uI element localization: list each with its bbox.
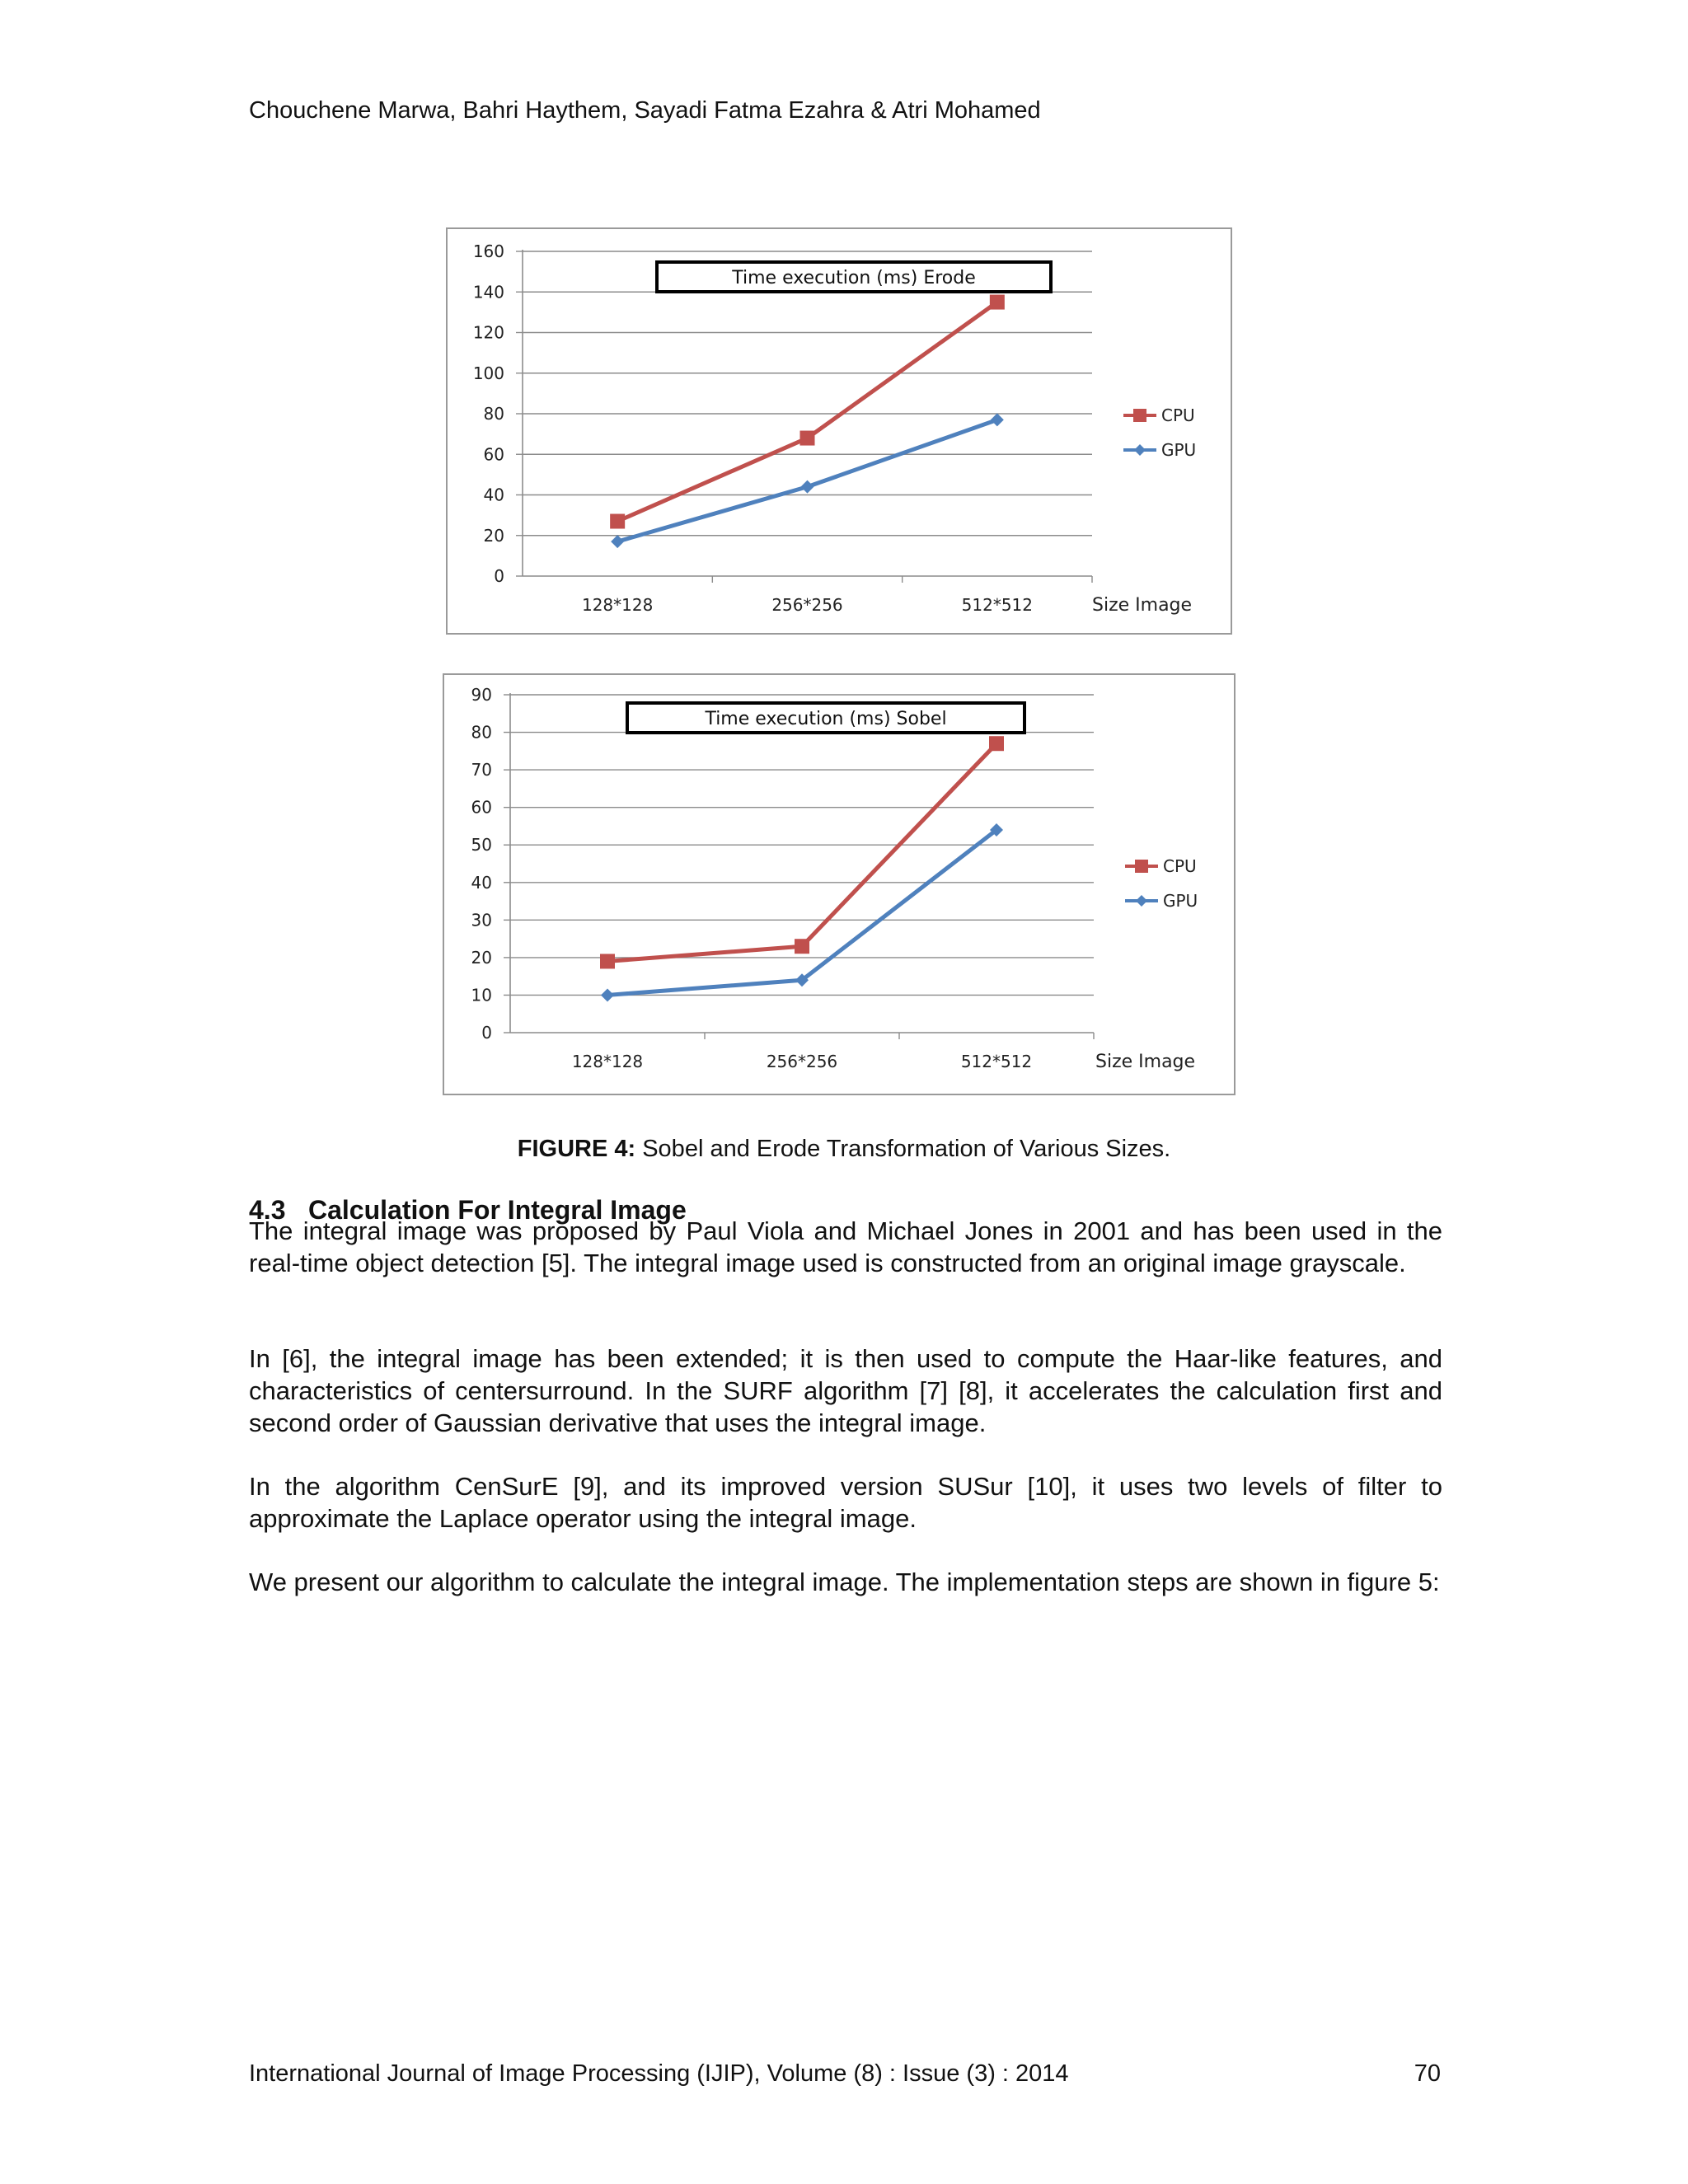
erode-gpu-point xyxy=(991,413,1004,426)
sobel-chart-svg xyxy=(444,675,1234,1094)
section-title: Calculation For Integral Image xyxy=(308,1195,687,1225)
paragraph-1: The integral image was proposed by Paul Viola and Michael Jones in 2001 and has been used in the real-time object detection [5]. The integral image used is constructed from an original image grayscale. xyxy=(249,1216,1442,1277)
footer-journal: International Journal of Image Processing (IJIP), Volume (8) : Issue (3) : 2014 xyxy=(249,2060,1069,2087)
sobel-y-tick-label: 50 xyxy=(471,835,492,855)
erode-legend-gpu-marker xyxy=(1134,444,1146,456)
figure-4-sobel-chart xyxy=(443,673,1236,1095)
erode-chart-svg xyxy=(448,229,1231,633)
sobel-x-tick-label: 512*512 xyxy=(960,1052,1033,1071)
sobel-legend-cpu-marker xyxy=(1135,860,1148,873)
sobel-cpu-point xyxy=(795,939,809,954)
sobel-cpu-point xyxy=(600,954,615,968)
sobel-y-tick-label: 30 xyxy=(471,910,492,930)
erode-y-tick-label: 60 xyxy=(483,444,504,465)
erode-y-tick-label: 80 xyxy=(483,404,504,424)
figure-caption-text: Sobel and Erode Transformation of Various Sizes. xyxy=(635,1136,1171,1162)
section-number: 4.3 xyxy=(249,1195,286,1225)
sobel-y-tick-label: 90 xyxy=(471,685,492,705)
erode-gpu-point xyxy=(801,480,814,494)
sobel-y-tick-label: 40 xyxy=(471,872,492,893)
erode-y-tick-label: 0 xyxy=(494,566,504,586)
erode-x-axis-label: Size Image xyxy=(1092,595,1193,616)
sobel-y-tick-label: 0 xyxy=(481,1023,492,1043)
erode-gpu-point xyxy=(611,535,624,548)
sobel-cpu-point xyxy=(989,736,1004,751)
sobel-x-axis-label: Size Image xyxy=(1095,1052,1196,1072)
sobel-gpu-point xyxy=(601,988,614,1001)
sobel-y-tick-label: 80 xyxy=(471,722,492,743)
erode-y-tick-label: 140 xyxy=(472,282,504,302)
erode-y-tick-label: 120 xyxy=(472,322,504,343)
figure-4-erode-chart xyxy=(446,227,1232,635)
erode-title: Time execution (ms) Erode xyxy=(732,268,976,288)
paragraph-4: We present our algorithm to calculate the integral image. The implementation steps are shown in figure 5: xyxy=(249,1568,1440,1596)
erode-legend-gpu-label: GPU xyxy=(1161,440,1197,460)
sobel-y-tick-label: 60 xyxy=(471,797,492,818)
figure-caption xyxy=(0,1136,1688,1163)
sobel-x-tick-label: 128*128 xyxy=(571,1052,644,1071)
sobel-legend-gpu-label: GPU xyxy=(1163,891,1198,911)
erode-cpu-point xyxy=(990,295,1005,310)
erode-cpu-point xyxy=(610,514,625,529)
sobel-title: Time execution (ms) Sobel xyxy=(705,709,947,729)
page-number: 70 xyxy=(1414,2060,1441,2087)
sobel-x-tick-label: 256*256 xyxy=(766,1052,838,1071)
sobel-y-tick-label: 70 xyxy=(471,760,492,780)
paragraph-2: In [6], the integral image has been extended; it is then used to compute the Haar-like features, and characteristics of centersurround. In the SURF algorithm [7] [8], it accelerates the calculation first and second order of Gaussian derivative that uses the integral image. xyxy=(249,1344,1442,1437)
sobel-gpu-line xyxy=(607,830,996,995)
erode-x-tick-label: 512*512 xyxy=(961,595,1034,615)
erode-y-tick-label: 160 xyxy=(472,241,504,261)
paragraph-3: In the algorithm CenSurE [9], and its improved version SUSur [10], it uses two levels of filter to approximate the Laplace operator using the integral image. xyxy=(249,1472,1442,1533)
erode-y-tick-label: 40 xyxy=(483,485,504,505)
sobel-legend-cpu-label: CPU xyxy=(1163,856,1197,876)
erode-y-tick-label: 20 xyxy=(483,525,504,546)
sobel-cpu-line xyxy=(607,743,996,961)
running-header: Chouchene Marwa, Bahri Haythem, Sayadi Fatma Ezahra & Atri Mohamed xyxy=(249,97,1041,124)
erode-y-tick-label: 100 xyxy=(472,363,504,383)
erode-x-tick-label: 128*128 xyxy=(581,595,654,615)
erode-legend-cpu-marker xyxy=(1133,409,1146,422)
erode-x-tick-label: 256*256 xyxy=(771,595,843,615)
erode-cpu-point xyxy=(800,431,815,446)
erode-legend-cpu-label: CPU xyxy=(1161,405,1195,425)
figure-label: FIGURE 4: xyxy=(517,1136,636,1162)
sobel-y-tick-label: 10 xyxy=(471,985,492,1005)
sobel-legend-gpu-marker xyxy=(1136,895,1147,907)
sobel-y-tick-label: 20 xyxy=(471,947,492,968)
